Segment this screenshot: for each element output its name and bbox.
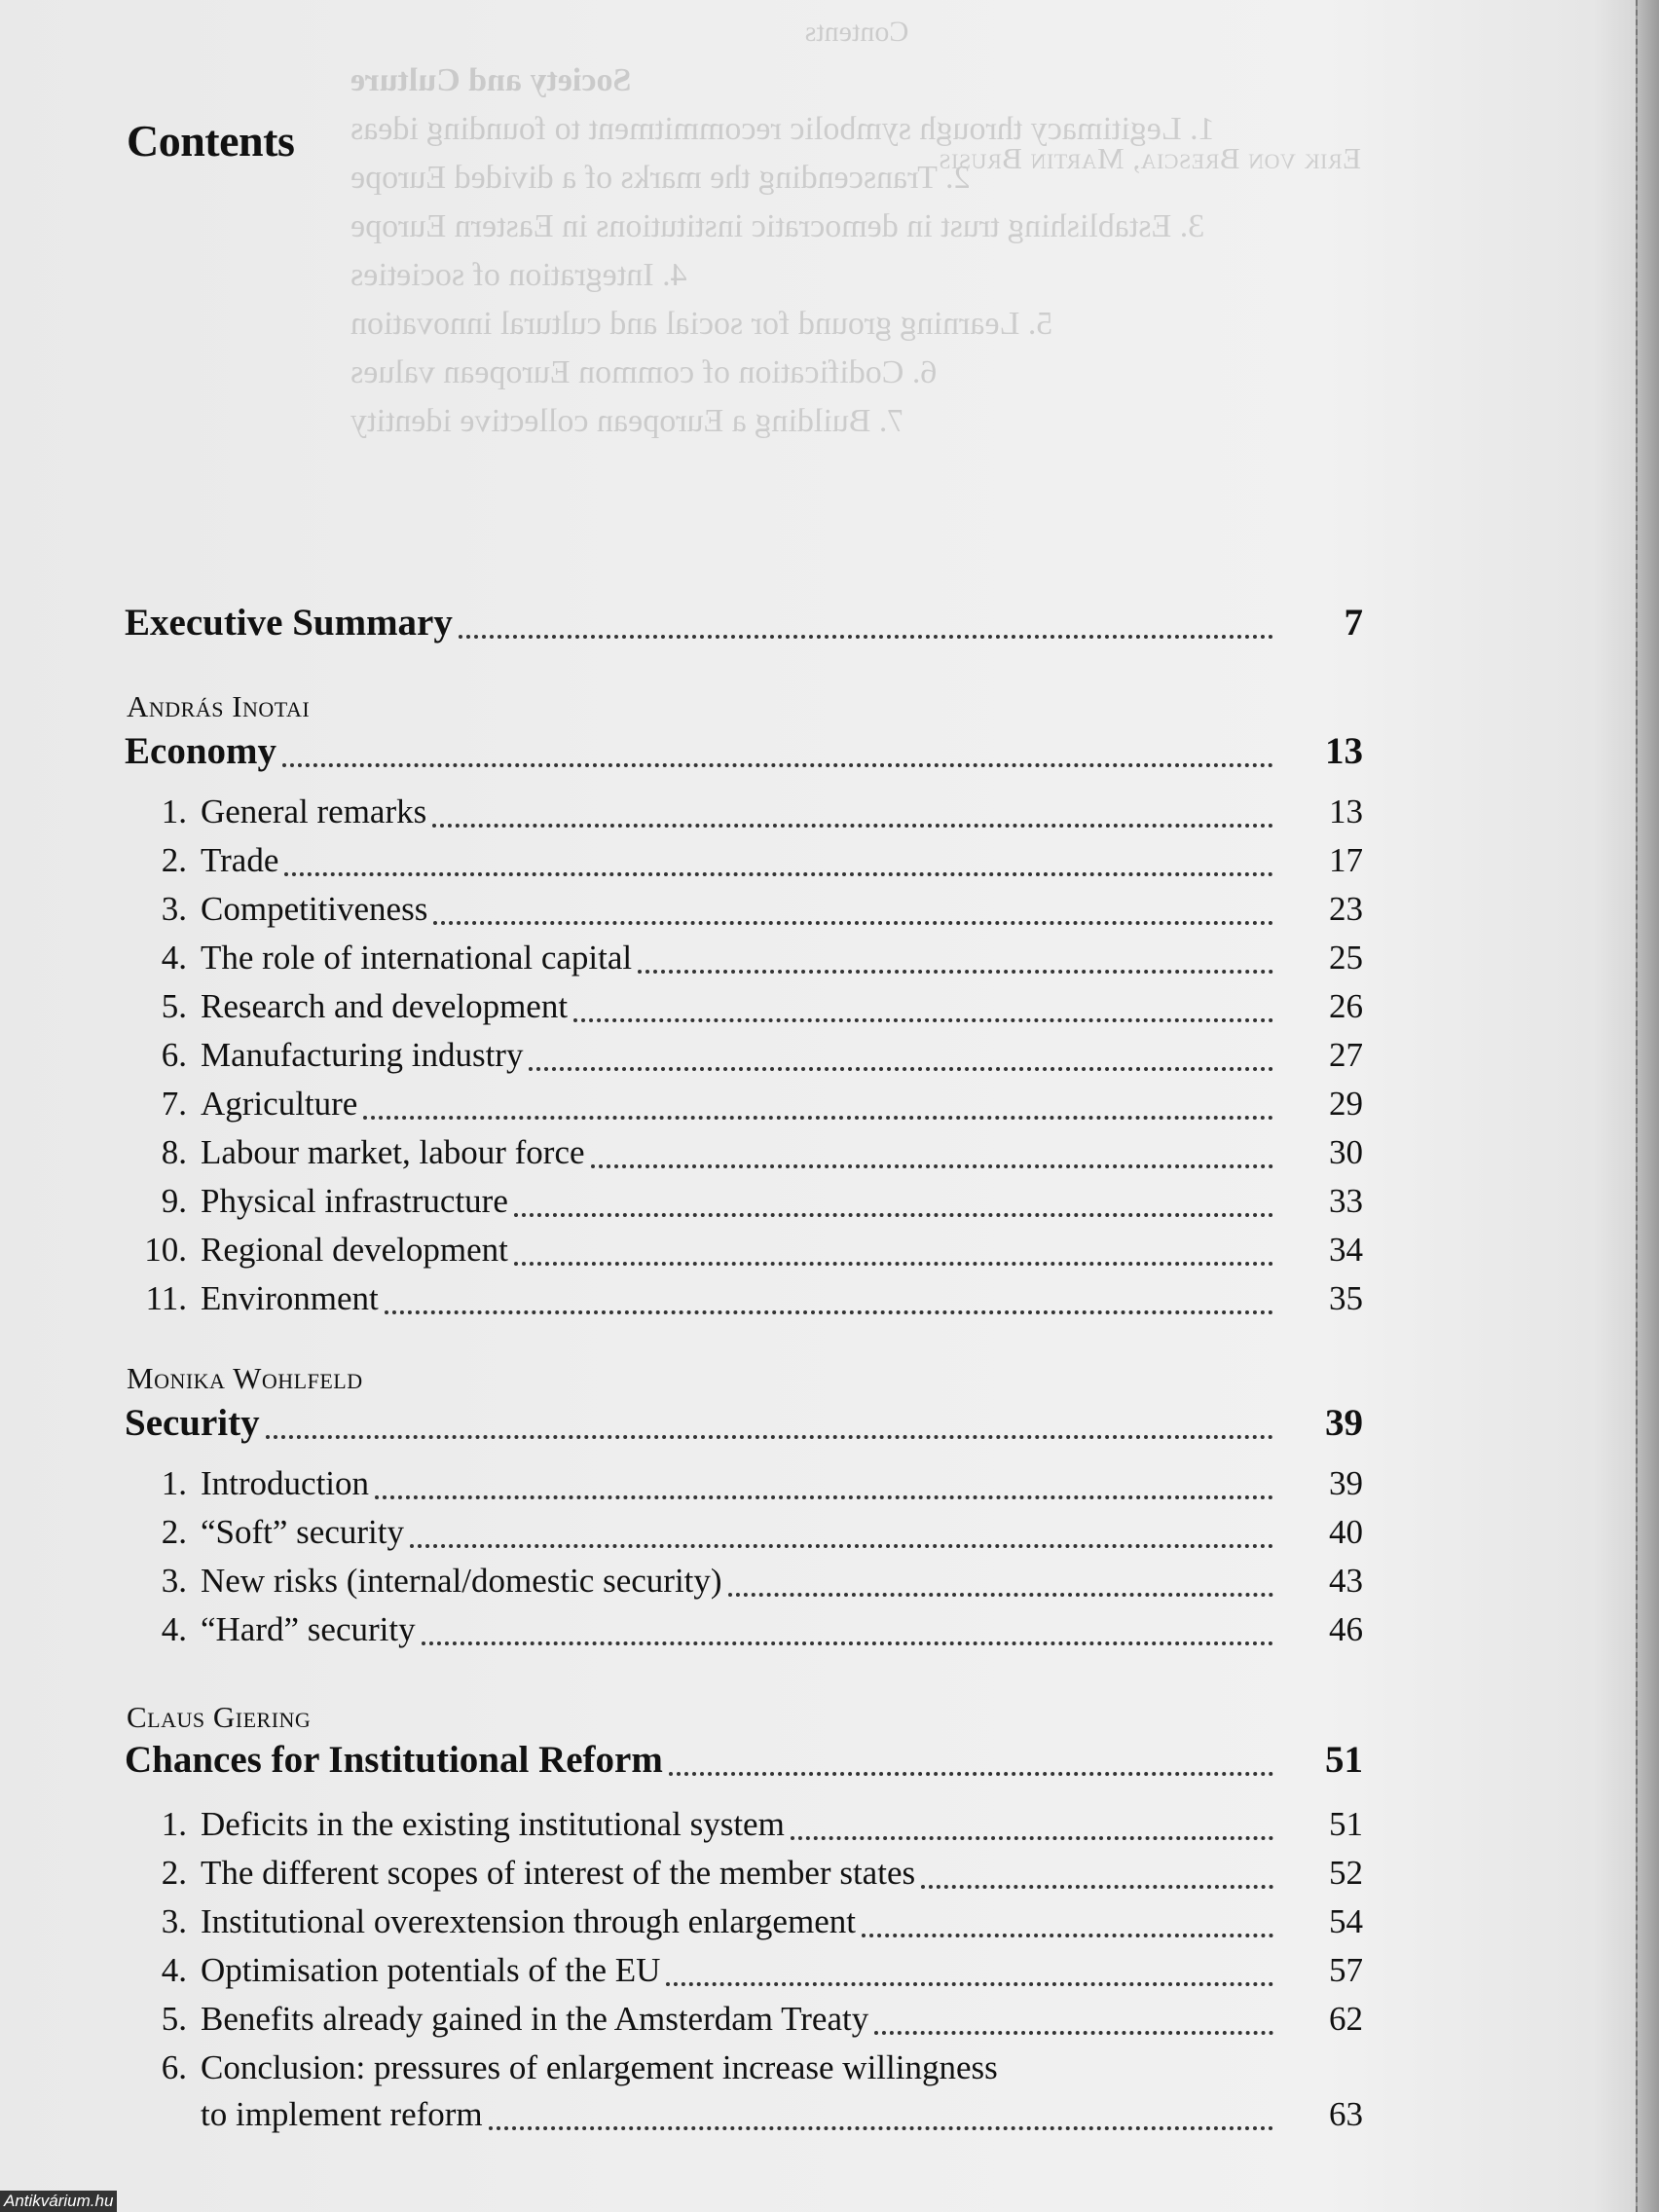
- dot-leader: [266, 1435, 1273, 1439]
- toc-entry-number: 10.: [144, 1231, 187, 1269]
- toc-entry-title: Agriculture: [201, 1085, 358, 1123]
- dot-leader: [433, 921, 1273, 925]
- toc-entry[interactable]: [125, 785, 1363, 833]
- toc-entry[interactable]: [125, 1174, 1363, 1223]
- toc-entry-title-continuation: to implement reform: [201, 2095, 483, 2133]
- toc-entry-first-line[interactable]: [125, 2041, 1363, 2089]
- toc-entry-title: Deficits in the existing institutional system: [201, 1805, 785, 1843]
- dot-leader: [410, 1544, 1273, 1548]
- toc-section-security[interactable]: [125, 1396, 1363, 1445]
- toc-page-number: 63: [1329, 2095, 1363, 2133]
- toc-entry-title: Optimisation potentials of the EU: [201, 1951, 661, 1989]
- toc-page-number: 17: [1329, 841, 1363, 879]
- toc-entry-number: 1.: [161, 793, 187, 830]
- toc-page-number: 39: [1325, 1402, 1363, 1444]
- toc-entry-title: “Soft” security: [201, 1513, 404, 1551]
- toc-entry-title: Benefits already gained in the Amsterdam Treaty: [201, 2000, 869, 2038]
- dot-leader: [591, 1164, 1273, 1168]
- bleed-author: Erik von Brescia, Martin Brusis: [938, 141, 1361, 175]
- toc-entry-title: Physical infrastructure: [201, 1182, 508, 1220]
- toc-entry-title: General remarks: [201, 793, 427, 830]
- toc-entry-title: The role of international capital: [201, 939, 633, 977]
- toc-entry[interactable]: [125, 1797, 1363, 1846]
- toc-page-number: 57: [1329, 1951, 1363, 1989]
- dot-leader: [422, 1641, 1273, 1645]
- bleed-entry: 3. Establishing trust in democratic institutions in Eastern Europe: [350, 208, 1205, 244]
- bleed-entry: 6. Codification of common European values: [350, 354, 938, 390]
- section-author: Claus Giering: [127, 1700, 312, 1734]
- dot-leader: [791, 1836, 1273, 1840]
- toc-entry[interactable]: [125, 1554, 1363, 1603]
- toc-page-number: 13: [1329, 793, 1363, 830]
- toc-page-number: 35: [1329, 1279, 1363, 1317]
- toc-page-number: 13: [1325, 730, 1363, 772]
- contents-page: [125, 0, 1363, 2212]
- toc-entry-number: 2.: [161, 841, 187, 879]
- toc-entry-title: Trade: [201, 841, 279, 879]
- toc-entry-number: 4.: [161, 1951, 187, 1989]
- section-author: András Inotai: [127, 689, 311, 723]
- toc-entry-number: 6.: [161, 1036, 187, 1074]
- dot-leader: [514, 1262, 1273, 1266]
- toc-page-number: 51: [1329, 1805, 1363, 1843]
- toc-entry[interactable]: [125, 1603, 1363, 1651]
- toc-entry-number: 11.: [145, 1279, 187, 1317]
- bleed-entry: 5. Learning ground for social and cultural innovation: [350, 306, 1053, 342]
- dot-leader: [669, 1772, 1273, 1776]
- page-edge: [1636, 0, 1659, 2212]
- toc-entry-continuation[interactable]: [125, 2087, 1363, 2136]
- toc-entry-title: New risks (internal/domestic security): [201, 1562, 722, 1600]
- dot-leader: [282, 763, 1273, 767]
- toc-section-title: Economy: [125, 730, 276, 772]
- toc-entry-number: 4.: [161, 939, 187, 977]
- page-title: Contents: [127, 116, 295, 166]
- dot-leader: [573, 1018, 1273, 1022]
- toc-section-economy[interactable]: [125, 724, 1363, 773]
- toc-page-number: 25: [1329, 939, 1363, 977]
- dot-leader: [363, 1116, 1273, 1120]
- toc-page-number: 7: [1344, 602, 1363, 644]
- dot-leader: [874, 2031, 1273, 2035]
- dot-leader: [432, 824, 1273, 828]
- dot-leader: [529, 1067, 1273, 1071]
- toc-entry-title: “Hard” security: [201, 1610, 416, 1648]
- bleed-entry: 1. Legitimacy through symbolic recommitment to founding ideas: [350, 111, 1215, 147]
- toc-entry[interactable]: [125, 1943, 1363, 1992]
- toc-entry-title: Competitiveness: [201, 890, 428, 928]
- toc-entry[interactable]: [125, 1223, 1363, 1272]
- toc-entry-number: 8.: [161, 1133, 187, 1171]
- toc-page-number: 46: [1329, 1610, 1363, 1648]
- dot-leader: [385, 1310, 1273, 1314]
- watermark: Antikvárium.hu: [0, 2191, 117, 2212]
- toc-entry-number: 9.: [161, 1182, 187, 1220]
- toc-page-number: 34: [1329, 1231, 1363, 1269]
- toc-page-number: 51: [1325, 1739, 1363, 1781]
- toc-section-institutional-reform[interactable]: [125, 1733, 1363, 1782]
- toc-entry-number: 5.: [161, 2000, 187, 2038]
- toc-entry-number: 2.: [161, 1854, 187, 1892]
- toc-entry[interactable]: [125, 931, 1363, 979]
- toc-entry-number: 1.: [161, 1464, 187, 1502]
- toc-page-number: 33: [1329, 1182, 1363, 1220]
- toc-section-title: Chances for Institutional Reform: [125, 1739, 663, 1781]
- toc-page-number: 40: [1329, 1513, 1363, 1551]
- toc-entry-number: 5.: [161, 987, 187, 1025]
- bleed-title: Society and Culture: [350, 62, 632, 98]
- bleed-entry: 7. Building a European collective identity: [350, 403, 904, 439]
- toc-entry[interactable]: [125, 1272, 1363, 1320]
- toc-entry-title: Research and development: [201, 987, 569, 1025]
- toc-entry[interactable]: [125, 833, 1363, 882]
- toc-page-number: 26: [1329, 987, 1363, 1025]
- toc-page-number: 43: [1329, 1562, 1363, 1600]
- toc-entry-title: Institutional overextension through enlargement: [201, 1902, 856, 1940]
- dot-leader: [489, 2126, 1273, 2130]
- toc-page-number: 54: [1329, 1902, 1363, 1940]
- toc-entry-number: 2.: [161, 1513, 187, 1551]
- toc-page-number: 23: [1329, 890, 1363, 928]
- bleed-entry: 2. Transcending the marks of a divided Europe: [350, 160, 971, 196]
- toc-entry-title: Regional development: [201, 1231, 508, 1269]
- dot-leader: [666, 1982, 1273, 1986]
- toc-section-title: Executive Summary: [125, 602, 453, 644]
- toc-page-number: 62: [1329, 2000, 1363, 2038]
- toc-entry[interactable]: [125, 1992, 1363, 2041]
- toc-page-number: 27: [1329, 1036, 1363, 1074]
- dot-leader: [375, 1495, 1273, 1499]
- toc-entry[interactable]: [125, 1846, 1363, 1895]
- toc-entry[interactable]: [125, 882, 1363, 931]
- toc-entry[interactable]: [125, 1895, 1363, 1943]
- toc-section-title: Security: [125, 1402, 260, 1444]
- toc-entry-title: The different scopes of interest of the member states: [201, 1854, 916, 1892]
- bleed-entry: 4. Integration of societies: [350, 257, 687, 293]
- section-author: Monika Wohlfeld: [127, 1361, 363, 1395]
- dot-leader: [514, 1213, 1273, 1217]
- toc-entry-number: 3.: [161, 1562, 187, 1600]
- toc-entry-title: Manufacturing industry: [201, 1036, 524, 1074]
- toc-page-number: 52: [1329, 1854, 1363, 1892]
- toc-entry[interactable]: [125, 1028, 1363, 1077]
- toc-entry[interactable]: [125, 979, 1363, 1028]
- toc-entry-title: Introduction: [201, 1464, 370, 1502]
- toc-entry[interactable]: [125, 1456, 1363, 1505]
- toc-executive-summary[interactable]: [125, 596, 1363, 645]
- toc-entry-number: 6.: [161, 2048, 187, 2086]
- dot-leader: [921, 1885, 1273, 1889]
- toc-page-number: 39: [1329, 1464, 1363, 1502]
- toc-entry-number: 3.: [161, 890, 187, 928]
- toc-entry-title: Labour market, labour force: [201, 1133, 585, 1171]
- toc-entry-number: 7.: [161, 1085, 187, 1123]
- toc-page-number: 29: [1329, 1085, 1363, 1123]
- toc-entry[interactable]: [125, 1125, 1363, 1174]
- dot-leader: [459, 635, 1273, 639]
- dot-leader: [638, 970, 1273, 974]
- toc-entry-title: Conclusion: pressures of enlargement increase willingness: [201, 2048, 998, 2086]
- toc-page-number: 30: [1329, 1133, 1363, 1171]
- toc-entry[interactable]: [125, 1077, 1363, 1125]
- dot-leader: [284, 872, 1273, 876]
- toc-entry-number: 4.: [161, 1610, 187, 1648]
- dot-leader: [862, 1934, 1273, 1937]
- toc-entry-number: 1.: [161, 1805, 187, 1843]
- dot-leader: [728, 1593, 1273, 1597]
- bleed-header: Contents: [804, 16, 909, 48]
- toc-entry[interactable]: [125, 1505, 1363, 1554]
- toc-entry-number: 3.: [161, 1902, 187, 1940]
- toc-entry-title: Environment: [201, 1279, 379, 1317]
